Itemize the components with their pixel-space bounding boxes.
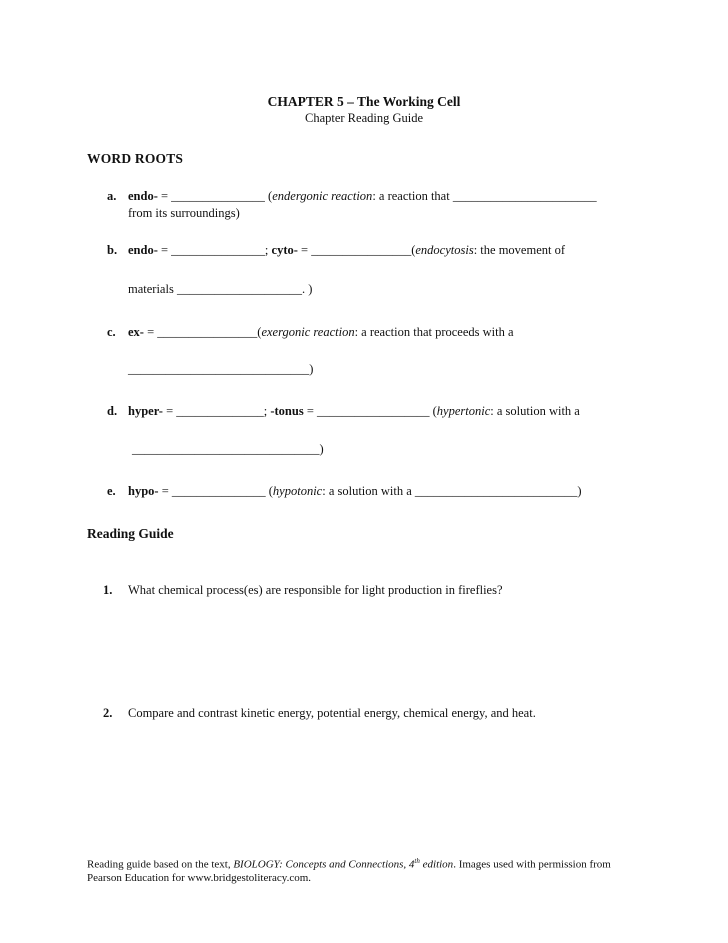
page-title: CHAPTER 5 – The Working Cell [267, 94, 461, 109]
item-line-1: endo- = _______________; cyto- = ________________(endocytosis: the movement of [128, 243, 565, 257]
item-letter: c. [107, 325, 116, 339]
item-line-2: materials ____________________. ) [128, 282, 313, 296]
question-text: What chemical process(es) are responsible for light production in fireflies? [128, 583, 503, 597]
item-line-2: ______________________________) [132, 442, 324, 456]
footer-line-2: Pearson Education for www.bridgestoliteracy.com. [87, 872, 312, 884]
page-subtitle: Chapter Reading Guide [304, 111, 424, 125]
word-roots-heading: WORD ROOTS [87, 151, 184, 166]
book-title: BIOLOGY: Concepts and Connections, 4 [233, 858, 415, 871]
vocab-term: exergonic reaction [261, 325, 355, 339]
footer-line-1: Reading guide based on the text, BIOLOGY: Concepts and Connections, 4th edition. Images used with permission from [87, 857, 611, 871]
item-letter: a. [107, 189, 117, 203]
vocab-term: endocytosis [415, 243, 474, 257]
root-term: endo- [128, 243, 158, 257]
item-letter: b. [107, 243, 118, 257]
item-line-2: from its surroundings) [128, 206, 240, 220]
item-line-1: ex- = ________________(exergonic reaction: a reaction that proceeds with a [128, 325, 514, 339]
root-term-2: -tonus [270, 404, 304, 418]
vocab-term: hypotonic [272, 484, 323, 498]
item-letter: e. [107, 484, 116, 498]
vocab-term: hypertonic [436, 404, 491, 418]
item-letter: d. [107, 404, 118, 418]
item-line-1: hyper- = ______________; -tonus = __________________ (hypertonic: a solution with a [128, 404, 580, 418]
item-line-1: endo- = _______________ (endergonic reaction: a reaction that _______________________ [128, 189, 597, 203]
vocab-term: endergonic reaction [272, 189, 373, 203]
item-line-2: _____________________________) [128, 362, 314, 376]
item-line-1: hypo- = _______________ (hypotonic: a solution with a __________________________) [128, 484, 582, 498]
root-term: ex- [128, 325, 144, 339]
root-term-2: cyto- [271, 243, 298, 257]
root-term: hypo- [128, 484, 159, 498]
root-term: hyper- [128, 404, 163, 418]
root-term: endo- [128, 189, 158, 203]
question-text: Compare and contrast kinetic energy, potential energy, chemical energy, and heat. [128, 706, 536, 720]
question-number: 1. [103, 583, 113, 597]
reading-guide-heading: Reading Guide [87, 526, 174, 541]
question-number: 2. [103, 706, 113, 720]
